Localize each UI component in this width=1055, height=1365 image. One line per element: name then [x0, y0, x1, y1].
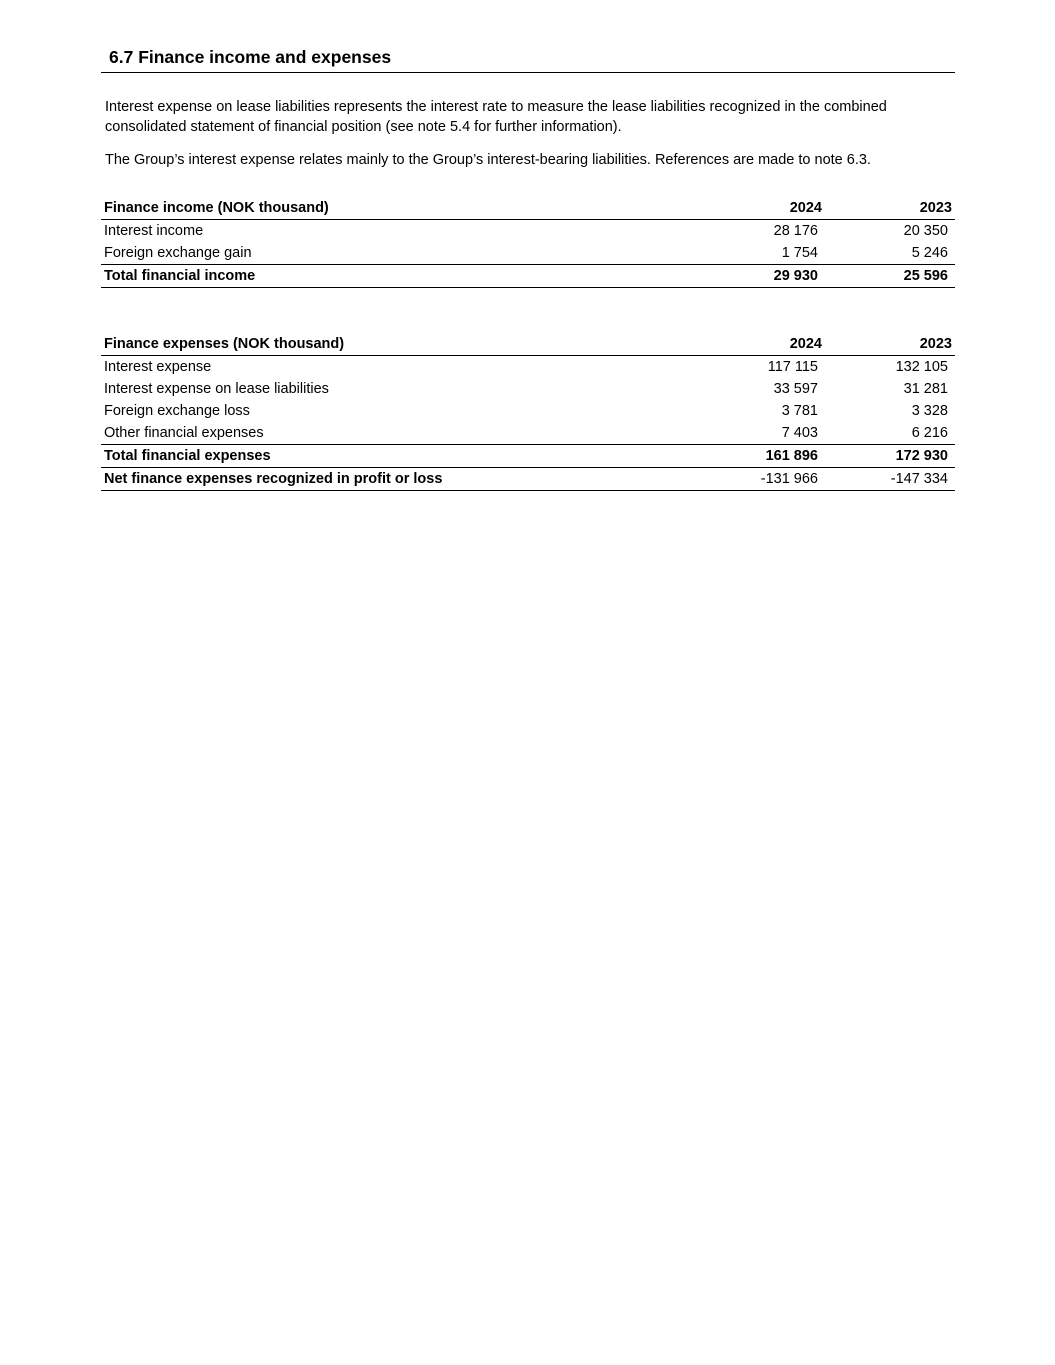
- row-value-2024: 1 754: [781, 245, 818, 261]
- row-value-2024: 117 115: [767, 359, 818, 375]
- total-label: Total financial expenses: [101, 445, 695, 468]
- row-value-2024: 33 597: [773, 381, 818, 397]
- row-value-2024: 3 781: [781, 403, 818, 419]
- total-label: Total financial income: [101, 265, 695, 288]
- row-value-2023: 31 281: [903, 381, 948, 397]
- finance-expenses-table: [101, 333, 955, 491]
- row-label: Foreign exchange loss: [104, 403, 250, 419]
- total-row: [101, 265, 955, 288]
- total-row: [101, 445, 955, 468]
- table-header-row: [101, 197, 955, 220]
- row-value-2023: 6 216: [911, 425, 948, 441]
- net-value-2023: -147 334: [825, 468, 955, 491]
- total-value-2024: 161 896: [695, 445, 825, 468]
- income-header-year-2024: 2024: [695, 197, 825, 220]
- table-header-row: [101, 333, 955, 356]
- row-value-2023: 132 105: [895, 359, 948, 375]
- row-label: Other financial expenses: [104, 425, 264, 441]
- row-value-2024: 7 403: [781, 425, 818, 441]
- expenses-header-year-2023: 2023: [825, 333, 955, 356]
- table-row: [101, 356, 955, 379]
- income-header-year-2023: 2023: [825, 197, 955, 220]
- row-value-2023: 5 246: [911, 245, 948, 261]
- table-row: [101, 422, 955, 445]
- expenses-header-label: Finance expenses (NOK thousand): [101, 333, 695, 356]
- net-label: Net finance expenses recognized in profit or loss: [101, 468, 695, 491]
- row-value-2024: 28 176: [773, 223, 818, 239]
- total-value-2023: 25 596: [825, 265, 955, 288]
- total-value-2023: 172 930: [825, 445, 955, 468]
- expenses-header-year-2024: 2024: [695, 333, 825, 356]
- row-value-2023: 20 350: [903, 223, 948, 239]
- intro-paragraph-lease: Interest expense on lease liabilities represents the interest rate to measure the lease liabilities recognized in the combined consolidated statement of financial position (see note 5.4 for further information).: [105, 99, 887, 135]
- table-row: [101, 220, 955, 243]
- row-label: Foreign exchange gain: [104, 245, 252, 261]
- net-total-row: [101, 468, 955, 491]
- total-value-2024: 29 930: [695, 265, 825, 288]
- income-header-label: Finance income (NOK thousand): [101, 197, 695, 220]
- row-label: Interest expense on lease liabilities: [104, 381, 329, 397]
- row-label: Interest income: [104, 223, 204, 239]
- table-row: [101, 242, 955, 265]
- table-row: [101, 378, 955, 400]
- row-value-2023: 3 328: [911, 403, 948, 419]
- row-label: Interest expense: [104, 359, 212, 375]
- intro-paragraph-interest: The Group’s interest expense relates mainly to the Group’s interest-bearing liabilities. References are made to note 6.3.: [105, 152, 871, 168]
- table-row: [101, 400, 955, 422]
- net-value-2024: -131 966: [695, 468, 825, 491]
- section-heading: 6.7 Finance income and expenses: [101, 46, 955, 73]
- finance-income-table: [101, 197, 955, 288]
- document-page: [101, 46, 955, 491]
